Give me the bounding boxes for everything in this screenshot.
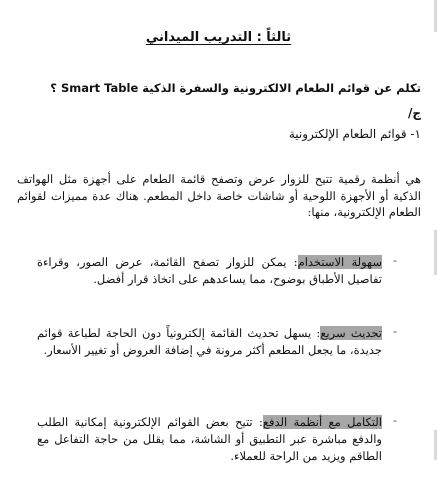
bullet-text: يمكن للزوار تصفح القائمة، عرض الصور، وقراءة تفاصيل الأطباق بوضوح، مما يساعدهم على اتخاذ قرار أفضل.	[37, 255, 382, 286]
bullet-text: تتيح بعض القوائم الإلكترونية إمكانية الطلب والدفع مباشرة عبر التطبيق أو الشاشة، مما يقلل من حاجة التفاعل مع الطاقم ويزيد من الراحة للعملاء.	[37, 415, 382, 463]
intro-paragraph: هي أنظمة رقمية تتيح للزوار عرض وتصفح قائمة الطعام على أجهزة مثل الهواتف الذكية أو الأجهزة اللوحية أو شاشات خاصة داخل المطعم. هناك عدة مميزات لقوائم الطعام الإلكترونية، منها:	[17, 172, 421, 219]
section-title-text: ثالثاً : التدريب الميداني	[145, 30, 292, 45]
question-heading: تكلم عن قوائم الطعام الالكترونية والسفرة الذكية Smart Table ؟	[50, 81, 421, 95]
subheading: ١- قوائم الطعام الإلكترونية	[288, 127, 421, 141]
bullet-title-highlight: تحديث سريع	[320, 326, 382, 340]
section-title	[0, 30, 437, 45]
bullet-item	[37, 254, 382, 288]
bullet-title-highlight: التكامل مع أنظمة الدفع	[262, 415, 382, 429]
bullet-marker: -	[393, 254, 397, 267]
bullet-separator: :	[286, 255, 298, 269]
bullet-marker: -	[393, 325, 397, 338]
bullet-item	[37, 325, 382, 359]
bullet-separator: :	[252, 415, 263, 429]
bullet-title-highlight: سهولة الاستخدام	[297, 255, 382, 269]
bullet-item	[37, 414, 382, 465]
answer-label: ج/	[407, 106, 421, 120]
bullet-separator: :	[311, 326, 321, 340]
bullet-marker: -	[393, 414, 397, 427]
bullet-text: يسهل تحديث القائمة إلكترونياً دون الحاجة لطباعة قوائم جديدة، ما يجعل المطعم أكثر مرونة في إضافة العروض أو تغيير الأسعار.	[37, 326, 382, 357]
